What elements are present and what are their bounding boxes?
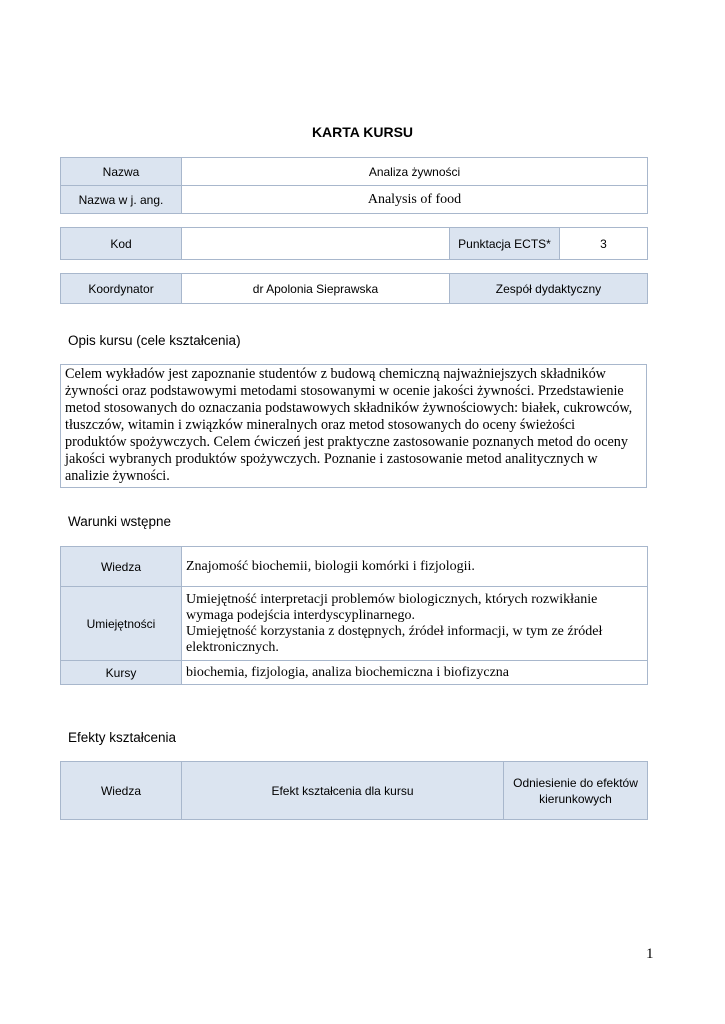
outcomes-col-reference <box>504 762 648 820</box>
prerequisites-heading: Warunki wstępne <box>68 514 172 529</box>
name-en-label: Nazwa w j. ang. <box>61 186 182 214</box>
prereq-knowledge-line: Znajomość biochemii, biologii komórki i fizjologii. <box>186 558 475 574</box>
prereq-skills-line: Umiejętność korzystania z dostępnych, źródeł informacji, w tym ze źródeł <box>186 623 603 639</box>
code-label: Kod <box>61 228 182 260</box>
coordinator-table <box>60 273 648 304</box>
page-number: 1 <box>646 946 654 962</box>
team-label: Zespół dydaktyczny <box>450 274 648 304</box>
course-name-table <box>60 157 648 214</box>
outcomes-heading: Efekty kształcenia <box>68 730 177 745</box>
page-title: KARTA KURSU <box>311 124 414 140</box>
outcomes-col-reference-line1: Odniesienie do efektów <box>513 775 638 790</box>
outcomes-col-knowledge: Wiedza <box>61 762 182 820</box>
code-value <box>182 228 450 260</box>
code-ects-table <box>60 227 648 260</box>
name-label: Nazwa <box>61 158 182 186</box>
coordinator-label: Koordynator <box>61 274 182 304</box>
prereq-knowledge-value <box>182 547 648 587</box>
name-value: Analiza żywności <box>182 158 648 186</box>
prereq-courses-line: biochemia, fizjologia, analiza biochemiczna i biofizyczna <box>186 664 510 680</box>
ects-label: Punktacja ECTS* <box>450 228 560 260</box>
prereq-skills-label: Umiejętności <box>61 587 182 661</box>
prereq-knowledge-label: Wiedza <box>61 547 182 587</box>
coordinator-value: dr Apolonia Sieprawska <box>182 274 450 304</box>
prereq-courses-label: Kursy <box>61 661 182 685</box>
description-heading: Opis kursu (cele kształcenia) <box>68 333 241 348</box>
outcomes-col-reference-line2: kierunkowych <box>539 791 612 806</box>
prereq-skills-line: Umiejętność interpretacji problemów biologicznych, których rozwikłanie <box>186 591 598 607</box>
prereq-skills-line: elektronicznych. <box>186 639 279 655</box>
prereq-courses-value <box>182 661 648 685</box>
name-en-value: Analysis of food <box>182 186 648 214</box>
prerequisites-table <box>60 546 648 685</box>
outcomes-table <box>60 761 648 820</box>
outcomes-col-effect: Efekt kształcenia dla kursu <box>182 762 504 820</box>
ects-value: 3 <box>560 228 648 260</box>
prereq-skills-value <box>182 587 648 661</box>
description-text: Celem wykładów jest zapoznanie studentów z budową chemiczną najważniejszych składników żywności oraz podstawowymi metodami stosowanymi w ocenie jakości żywności. Przedstawienie metod stosowanych do oznaczania podstawowych składników żywnościowych: białek, cukrowców, tłuszczów, witamin i związków mineralnych oraz metod stosowanych do oceny świeżości produktów spożywczych. Celem ćwiczeń jest praktyczne zastosowanie poznanych metod do oceny jakości wybranych produktów spożywczych. Poznanie i zastosowanie metod analitycznych w analizie żywności. <box>60 364 647 488</box>
prereq-skills-line: wymaga podejścia interdyscyplinarnego. <box>186 607 415 623</box>
